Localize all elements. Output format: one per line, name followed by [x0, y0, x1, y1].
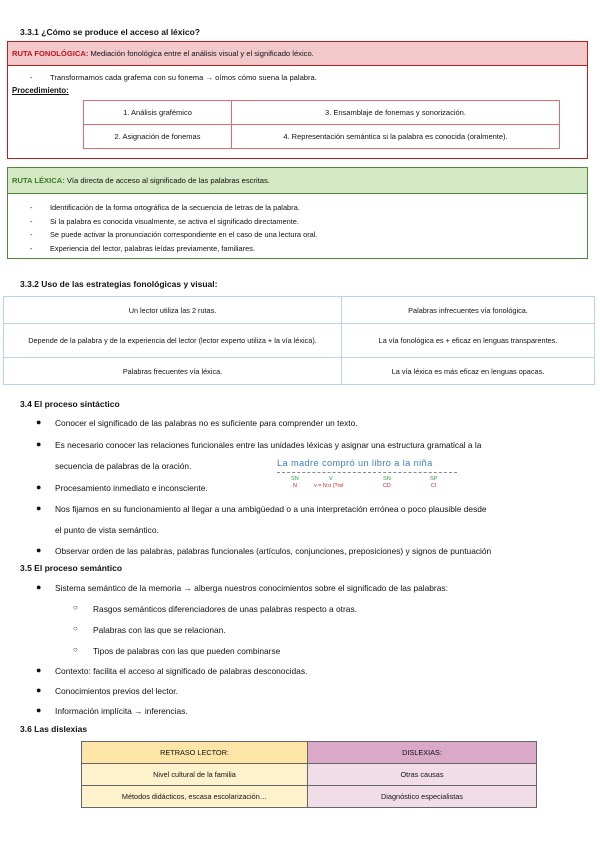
example-label-bottom: CI [431, 483, 437, 489]
table-cell: La vía fonológica es + eficaz en lenguas transparentes. [342, 324, 595, 358]
list-item: - Se puede activar la pronunciación correspondiente en el caso de una lectura oral. [30, 230, 318, 239]
list-item: - Experiencia del lector, palabras leídas previamente, familiares. [30, 243, 255, 253]
ruta-fonologica-label: RUTA FONOLÓGICA: [12, 49, 89, 58]
bullet-icon: ● [36, 665, 42, 675]
table-row [82, 786, 537, 808]
ruta-fonologica-header [8, 42, 587, 66]
example-label-top: V [329, 476, 333, 482]
semantico-other: Información implícita → inferencias. [55, 706, 188, 716]
procedimiento-table [83, 100, 560, 149]
bullet-icon: ● [36, 482, 42, 492]
example-label-bottom: CD [383, 483, 391, 489]
table-cell: Métodos didácticos, escasa escolarización… [82, 786, 308, 808]
fono-bullet: Transformamos cada grafema con su fonema → oímos cómo suena la palabra. [50, 73, 317, 82]
table-cell: Nivel cultural de la familia [82, 764, 308, 786]
lex-bullets [30, 201, 317, 255]
table-row [82, 764, 537, 786]
section-331-title: 3.3.1 ¿Cómo se produce el acceso al léxico? [20, 27, 200, 37]
ruta-fonologica-desc: Mediación fonológica entre el análisis visual y el significado léxico. [90, 49, 314, 58]
table-cell: 3. Ensamblaje de fonemas y sonorización. [232, 101, 560, 125]
table-row [4, 297, 595, 324]
estrategias-table [3, 296, 595, 385]
example-label-bottom: N [293, 483, 297, 489]
ruta-lexica-label: RUTA LÉXICA: [12, 176, 65, 185]
example-label-top: SN [291, 476, 299, 482]
example-divider [277, 472, 457, 473]
table-cell: Otras causas [308, 764, 537, 786]
procedimiento-label: Procedimiento: [12, 86, 69, 95]
table-cell: Palabras frecuentes vía léxica. [4, 358, 342, 385]
table-cell: Un lector utiliza las 2 rutas. [4, 297, 342, 324]
table-cell: 1. Análisis grafémico [84, 101, 232, 125]
section-35-title: 3.5 El proceso semántico [20, 563, 123, 573]
example-sentence: La madre compró un libro a la niña [277, 458, 433, 468]
semantico-other: Conocimientos previos del lector. [55, 686, 178, 696]
table-cell: Palabras infrecuentes vía fonológica. [342, 297, 595, 324]
section-36-title: 3.6 Las dislexias [20, 724, 88, 734]
fono-bullet-dash: - [30, 73, 33, 82]
section-332-title: 3.3.2 Uso de las estrategias fonológicas y visual: [20, 279, 218, 289]
table-row [4, 324, 595, 358]
list-item: - Si la palabra es conocida visualmente, se activa el significado directamente. [30, 216, 299, 226]
ruta-lexica-header [8, 168, 587, 194]
table-cell: La vía léxica es más eficaz en lenguas opacas. [342, 358, 595, 385]
sintactico-line: Nos fijamos en su funcionamiento al llegar a una ambigüedad o a una interpretación errónea o poco plausible desde [55, 504, 487, 514]
table-row [84, 101, 560, 125]
sintactico-line: Es necesario conocer las relaciones funcionales entre las unidades léxicas y asignar una estructura gramatical a la [55, 440, 482, 450]
sintactico-line: secuencia de palabras de la oración. [55, 461, 192, 471]
table-row [82, 742, 537, 764]
table-cell: 4. Representación semántica si la palabra es conocida (oralmente). [232, 125, 560, 149]
semantico-sub: Palabras con las que se relacionan. [93, 625, 226, 635]
circle-bullet-icon: ○ [73, 624, 78, 633]
bullet-icon: ● [36, 503, 42, 513]
circle-bullet-icon: ○ [73, 645, 78, 654]
sintactico-line: Observar orden de las palabras, palabras funcionales (artículos, conjunciones, preposiciones) y signos de puntuación [55, 546, 492, 556]
semantico-sub: Rasgos semánticos diferenciadores de unas palabras respecto a otras. [93, 604, 357, 614]
bullet-icon: ● [36, 439, 42, 449]
ruta-lexica-desc: Vía directa de acceso al significado de las palabras escritas. [66, 176, 270, 185]
sintactico-line: el punto de vista semántico. [55, 525, 159, 535]
semantico-main: Sistema semántico de la memoria → alberga nuestros conocimientos sobre el significado de las palabras: [55, 583, 448, 593]
bullet-icon: ● [36, 417, 42, 427]
example-label-top: SP [430, 476, 438, 482]
dislexias-table [81, 741, 537, 808]
circle-bullet-icon: ○ [73, 603, 78, 612]
list-item: - Identificación de la forma ortográfica de la secuencia de letras de la palabra. [30, 203, 300, 212]
section-34-title: 3.4 El proceso sintáctico [20, 399, 120, 409]
semantico-other: Contexto: facilita el acceso al significado de palabras desconocidas. [55, 666, 308, 676]
example-label-top: SN [383, 476, 391, 482]
table-row [84, 125, 560, 149]
table-row [4, 358, 595, 385]
table-cell: Depende de la palabra y de la experiencia del lector (lector experto utiliza + la vía léxica). [4, 324, 342, 358]
ruta-fonologica-box [7, 41, 588, 159]
ruta-lexica-box [7, 167, 588, 259]
table-header-cell: RETRASO LECTOR: [82, 742, 308, 764]
table-cell: Diagnóstico especialistas [308, 786, 537, 808]
bullet-icon: ● [36, 685, 42, 695]
bullet-icon: ● [36, 705, 42, 715]
sintactico-line: Procesamiento inmediato e inconsciente. [55, 483, 208, 493]
sintactico-line: Conocer el significado de las palabras no es suficiente para comprender un texto. [55, 418, 358, 428]
bullet-icon: ● [36, 545, 42, 555]
semantico-sub: Tipos de palabras con las que pueden combinarse [93, 646, 281, 656]
example-label-bottom: v = N:o (?rel [314, 483, 344, 489]
table-header-cell: DISLEXIAS: [308, 742, 537, 764]
table-cell: 2. Asignación de fonemas [84, 125, 232, 149]
bullet-icon: ● [36, 582, 42, 592]
